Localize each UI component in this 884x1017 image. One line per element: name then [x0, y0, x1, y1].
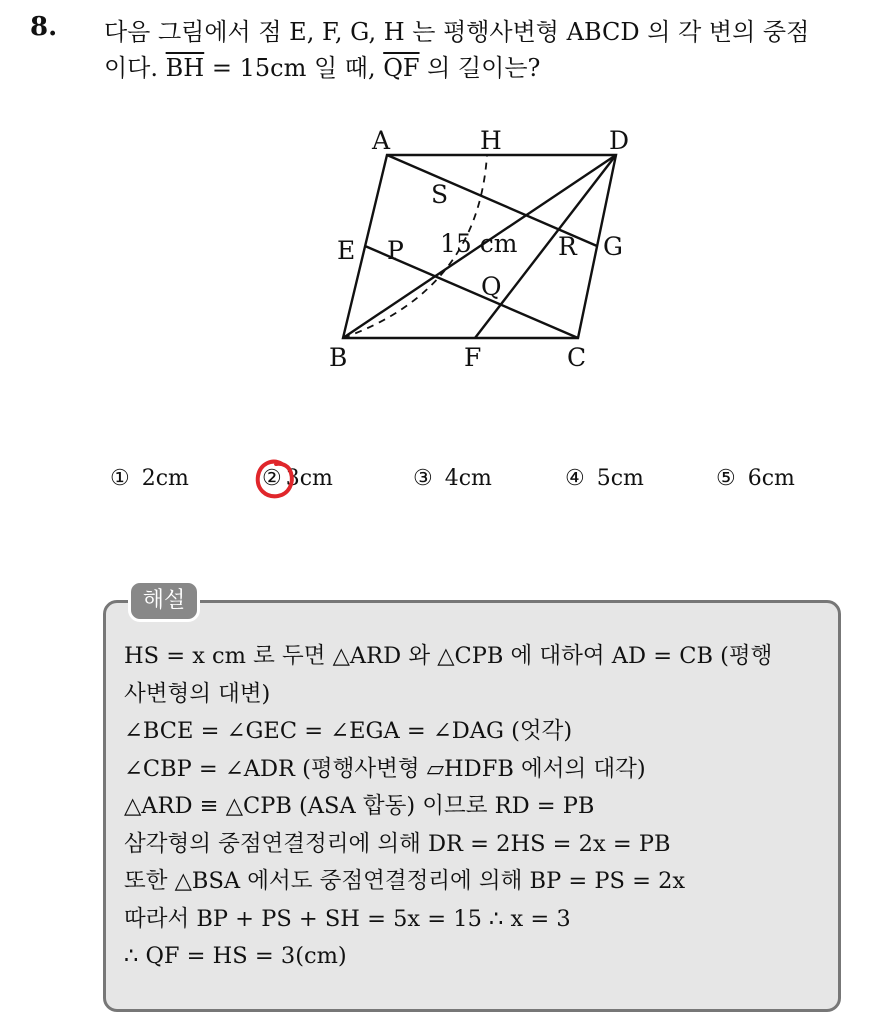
segment-qf: $\overline{QF}$ [383, 54, 420, 82]
label-a: A [372, 126, 391, 155]
answer-circle-mark [252, 456, 298, 502]
choice-4-text: 5cm [596, 466, 644, 491]
parallelogram-figure [0, 0, 884, 420]
label-f: F [464, 343, 482, 372]
label-length: 15 cm [440, 229, 518, 258]
question-number: 8. [30, 12, 58, 42]
solution-line-8: 따라서 BP + PS + SH = 5x = 15 ∴ x = 3 [124, 905, 571, 932]
segment-bh: $\overline{BH}$ [165, 54, 205, 82]
label-p: P [387, 236, 404, 265]
label-q: Q [481, 272, 502, 301]
choice-4-mark: ④ [565, 466, 585, 491]
choice-5-mark: ⑤ [716, 466, 736, 491]
choice-3-mark: ③ [413, 466, 433, 491]
answer-choices [0, 466, 884, 502]
question-line-2-b: = 15cm 일 때, [204, 54, 384, 82]
choice-4[interactable] [565, 466, 644, 491]
label-s: S [431, 180, 449, 209]
choice-5[interactable] [716, 466, 795, 491]
solution-line-5: △ARD ≡ △CPB (ASA 합동) 이므로 RD = PB [124, 793, 595, 819]
solution-line-1: HS = x cm 로 두면 △ARD 와 △CPB 에 대하여 AD = CB (평행 [124, 643, 773, 669]
label-r: R [558, 232, 577, 261]
question-line-2-c: 의 길이는? [419, 54, 541, 82]
question-line-1: 다음 그림에서 점 E, F, G, H 는 평행사변형 ABCD 의 각 변의 중점 [104, 18, 810, 46]
choice-3[interactable] [413, 466, 492, 491]
solution-line-7: 또한 △BSA 에서도 중점연결정리에 의해 BP = PS = 2x [124, 868, 686, 894]
choice-2-mark: ② [262, 466, 282, 491]
solution-line-3: ∠BCE = ∠GEC = ∠EGA = ∠DAG (엇각) [124, 718, 573, 744]
label-e: E [337, 236, 356, 265]
label-g: G [603, 232, 623, 261]
solution-line-4: ∠CBP = ∠ADR (평행사변형 ▱HDFB 에서의 대각) [124, 755, 646, 782]
solution-line-9: ∴ QF = HS = 3(cm) [124, 943, 347, 969]
choice-5-text: 6cm [747, 466, 795, 491]
label-d: D [609, 126, 630, 155]
solution-tab: 해설 [128, 580, 200, 622]
label-h: H [480, 126, 502, 155]
choice-1-mark: ① [110, 466, 130, 491]
choice-3-text: 4cm [444, 466, 492, 491]
answer-circle-stroke [258, 462, 292, 497]
label-c: C [567, 343, 587, 372]
choice-1-text: 2cm [141, 466, 189, 491]
solution-text [124, 638, 830, 976]
question-line-2-a: 이다. [104, 54, 166, 82]
label-b: B [329, 343, 348, 372]
solution-line-6: 삼각형의 중점연결정리에 의해 DR = 2HS = 2x = PB [124, 830, 671, 857]
choice-2-text: 3cm [285, 466, 333, 491]
solution-line-2: 사변형의 대변) [124, 680, 271, 707]
choice-1[interactable] [110, 466, 189, 491]
